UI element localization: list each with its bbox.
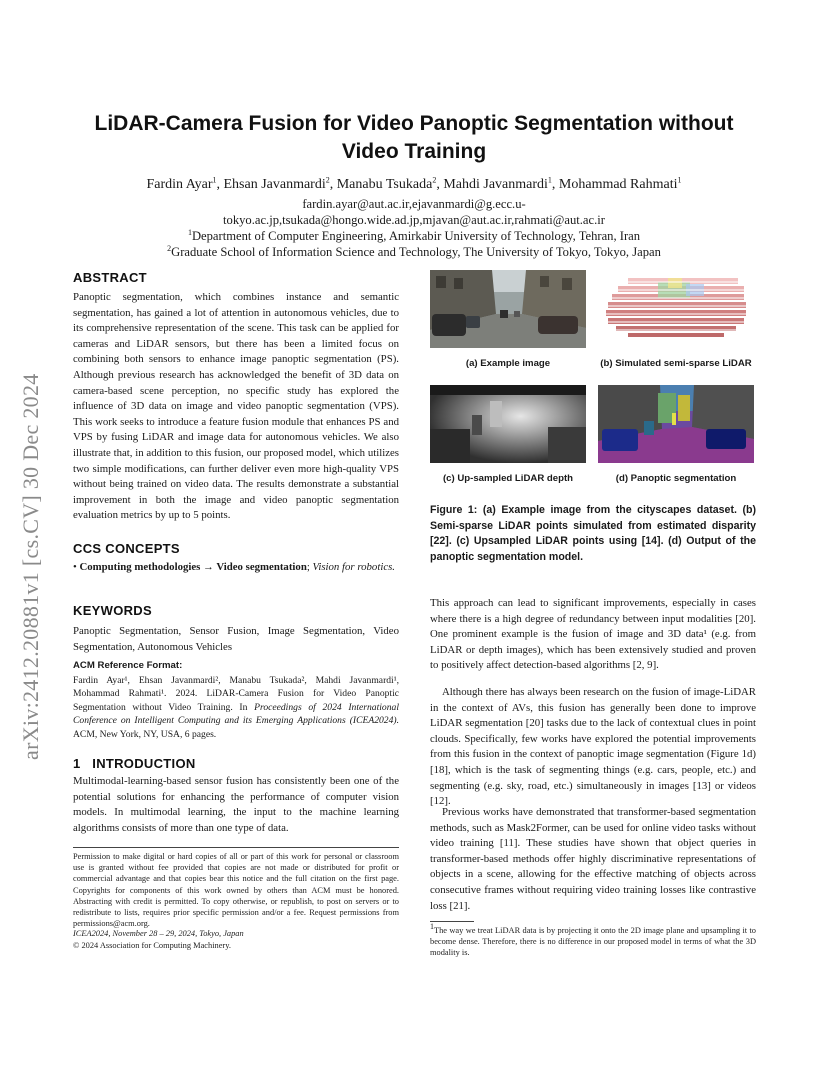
footnote-divider — [430, 921, 474, 922]
permission-divider — [73, 847, 399, 848]
right-paragraph-3: Previous works have demonstrated that transformer-based segmentation methods, such as Mask2Former, can be used for online video tasks without video training [11]. These studies have shown that object queries in transformer-based methods offer highly discriminative representations of objects in a scene, allowing for the effective matching of objects across consecutive frames without requiring video training losses like contrastive loss [21]. — [430, 806, 756, 912]
emails-line-1: fardin.ayar@aut.ac.ir,ejavanmardi@g.ecc.u- — [302, 197, 526, 211]
conference-line: ICEA2024, November 28 – 29, 2024, Tokyo, Japan — [73, 929, 244, 938]
author-5: Mohammad Rahmati$^1$ — [558, 175, 682, 192]
figure-1b-caption: (b) Simulated semi-sparse LiDAR — [600, 358, 752, 369]
acm-reference-heading: ACM Reference Format: — [73, 660, 183, 671]
paper-title — [60, 110, 768, 166]
author-3: Manabu Tsukada$^2$, — [336, 175, 444, 192]
abstract-heading: ABSTRACT — [73, 270, 147, 285]
right-paragraph-2: Although there has always been research on the fusion of image-LiDAR in the context of AVs, this fusion has generally been done to improve LiDAR segmentation [20] tasks due to the lack of contextual clues in point clouds. Specifically, few works have explored the potential improvements from this fusion in the context of panoptic image segmentation (Figure 1d) [18], which is the task of segmenting things (e.g. cars, people, etc.) and segmenting (e.g. sky, road, etc.) simultaneously in images [13] or videos [12]. — [430, 686, 756, 808]
intro-text: Multimodal-learning-based sensor fusion has consistently been one of the potential solutions for enhancing the performance of computer vision models. In multimodal learning, the input to the machine learning algorithms consists of more than one type of data. — [73, 775, 399, 834]
permission-notice: Permission to make digital or hard copies of all or part of this work for personal or classroom use is granted without fee provided that copies are not made or distributed for profit or commercial advantage and that copies bear this notice and the full citation on the first page. Copyrights for components of this work owned by others than ACM must be honored. Abstracting with credit is permitted. To copy otherwise, or republish, to post on servers or to redistribute to lists, requires prior specific permission and/or a fee. Request permissions from permissions@acm.org. — [73, 852, 399, 929]
figure-1b-simulated-lidar — [598, 270, 754, 348]
ccs-concepts: • Computing methodologies → Video segmentation; Vision for robotics. — [73, 561, 396, 573]
footnote-1: $^1$The way we treat LiDAR data is by projecting it onto the 2D image plane and upsampling it to become dense. Therefore, there is no difference in our proposed model in terms of what the 3D modality is. — [430, 922, 756, 958]
emails-line-2: tokyo.ac.jp,tsukada@hongo.wide.ad.jp,mjavan@aut.ac.ir,rahmati@aut.ac.ir — [223, 213, 605, 227]
acm-reference-text: Fardin Ayar¹, Ehsan Javanmardi², Manabu Tsukada², Mahdi Javanmardi¹, Mohammad Rahmati¹. 2024. LiDAR-Camera Fusion for Video Panoptic Segmentation without Video Training. In Proceedings of 2024 International Conference on Intelligent Computing and its Emerging Applications (ICEA2024). ACM, New York, NY, USA, 6 pages. — [73, 675, 399, 740]
author-4: Mahdi Javanmardi$^1$, — [443, 175, 559, 192]
author-1: Fardin Ayar$^1$, — [146, 175, 224, 192]
figure-1a-example-image — [430, 270, 586, 348]
author-list — [60, 176, 768, 194]
title-line-2: Video Training — [341, 140, 487, 163]
copyright-line: © 2024 Association for Computing Machinery. — [73, 941, 231, 950]
ccs-heading: CCS CONCEPTS — [73, 541, 180, 556]
affiliation-2: $^2$Graduate School of Information Science and Technology, The University of Tokyo, Tokyo, Japan — [167, 243, 661, 259]
figure-1d-panoptic-segmentation — [598, 385, 754, 463]
affiliation-1: $^1$Department of Computer Engineering, Amirkabir University of Technology, Tehran, Iran — [187, 227, 641, 243]
arxiv-stamp: arXiv:2412.20881v1 [cs.CV] 30 Dec 2024 — [18, 373, 43, 760]
right-paragraph-1: This approach can lead to significant improvements, especially in cases where there is a high degree of redundancy between input modalities [20]. One prominent example is the fusion of image and 3D data¹ (e.g. from LiDAR or depth images), which has been extensively studied and proven to positively affect detection-based algorithms [2, 9]. — [430, 597, 756, 672]
keywords-text: Panoptic Segmentation, Sensor Fusion, Image Segmentation, Video Segmentation, Autonomous Vehicles — [73, 625, 399, 653]
abstract-text: Panoptic segmentation, which combines instance and semantic segmentation, has gained a lot of attention in autonomous vehicles, due to its comprehensive representation of the scene. This task can be applied for cameras and LiDAR sensors, but there has been a limited focus on combining both sensors to enhance image panoptic segmentation (PS). Although previous research has acknowledged the benefit of 3D data on camera-based scene perception, no specific study has explored the influence of 3D data on image and video panoptic segmentation (VPS). This work seeks to introduce a feature fusion module that enhances PS and VPS by fusing LiDAR and image data for autonomous vehicles. We also illustrate that, in addition to this fusion, our proposed model, which utilizes two simple modifications, can further deliver even more high-quality VPS without being trained on video data. The results demonstrate a substantial improvement in both the image and video panoptic segmentation evaluation metrics by up to 5 points. — [73, 291, 399, 522]
figure-1d-caption: (d) Panoptic segmentation — [615, 473, 737, 484]
figure-1-caption: Figure 1: (a) Example image from the cityscapes dataset. (b) Semi-sparse LiDAR points simulated from estimated disparity [22]. (c) Upsampled LiDAR points using [14]. (d) Output of the panoptic segmentation model. — [430, 504, 756, 563]
figure-1c-caption: (c) Up-sampled LiDAR depth — [442, 473, 574, 484]
keywords-heading: KEYWORDS — [73, 603, 152, 618]
intro-heading: 1 INTRODUCTION — [73, 756, 196, 771]
author-2: Ehsan Javanmardi$^2$, — [223, 175, 337, 192]
figure-1c-upsampled-depth — [430, 385, 586, 463]
figure-1a-caption: (a) Example image — [465, 358, 551, 369]
title-line-1: LiDAR-Camera Fusion for Video Panoptic Segmentation without — [94, 112, 734, 135]
